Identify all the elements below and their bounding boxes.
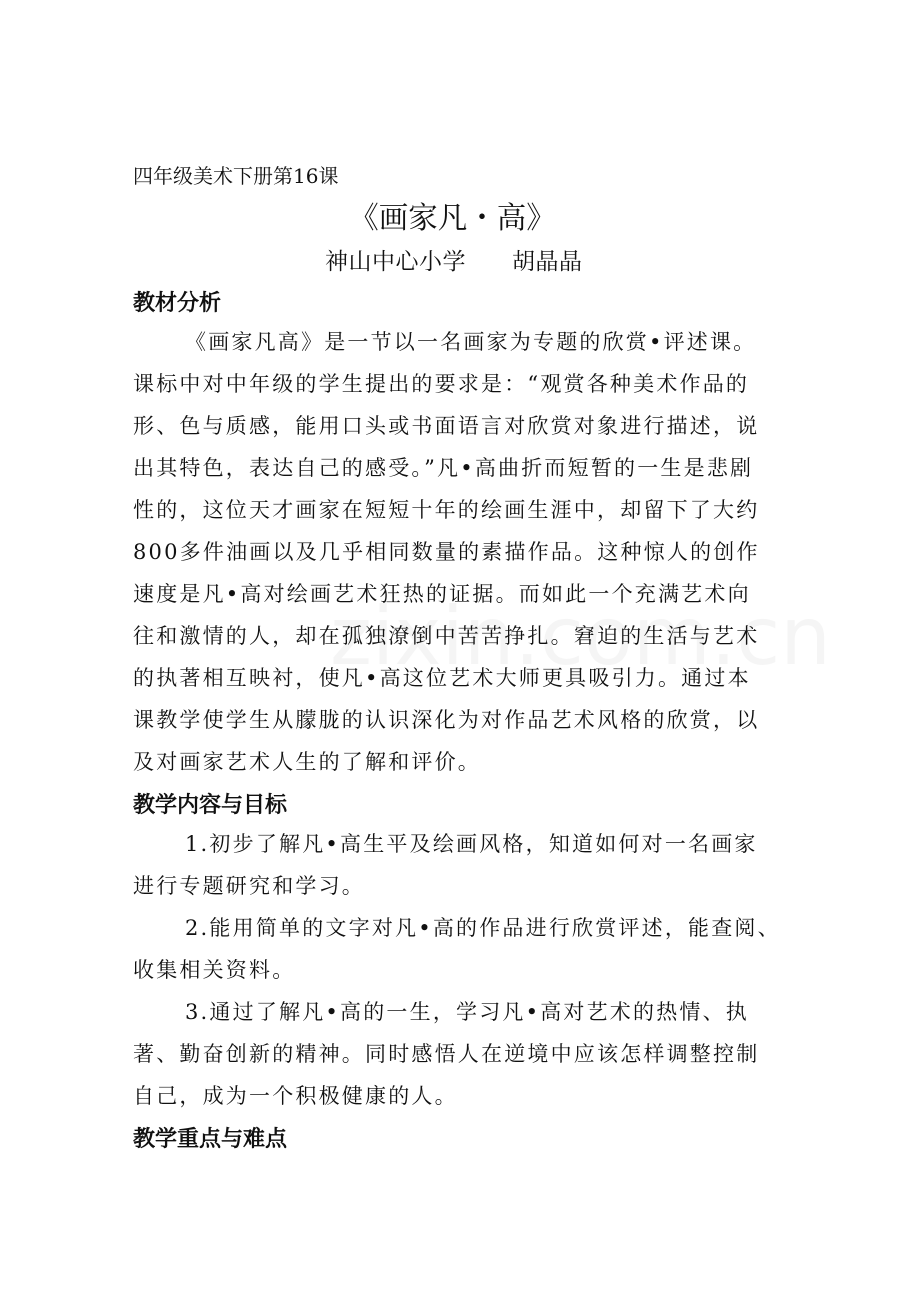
- analysis-line: 《画家凡高》是一节以一名画家为专题的欣赏•评述课。: [185, 330, 757, 354]
- school-name: 神山中心小学: [325, 249, 466, 275]
- analysis-line: 800多件油画以及几乎相同数量的素描作品。这种惊人的创作: [133, 540, 760, 564]
- analysis-line: 往和激情的人，却在孤独潦倒中苦苦挣扎。窘迫的生活与艺术: [133, 624, 760, 648]
- goal-line: 进行专题研究和学习。: [133, 874, 365, 898]
- goal-line: 3.通过了解凡•高的一生，学习凡•高对艺术的热情、执: [185, 1000, 750, 1024]
- analysis-line: 性的，这位天才画家在短短十年的绘画生涯中，却留下了大约: [133, 498, 760, 522]
- analysis-line: 课教学使学生从朦胧的认识深化为对作品艺术风格的欣赏，以: [133, 708, 760, 732]
- analysis-line: 形、色与质感，能用口头或书面语言对欣赏对象进行描述，说: [133, 414, 760, 438]
- section-heading-keypoints: 教学重点与难点: [133, 1127, 288, 1152]
- analysis-line: 及对画家艺术人生的了解和评价。: [133, 750, 481, 774]
- section-heading-analysis: 教材分析: [133, 291, 222, 316]
- analysis-line: 速度是凡•高对绘画艺术狂热的证据。而如此一个充满艺术向: [133, 582, 751, 606]
- lesson-title: 《画家凡・高》: [349, 201, 556, 236]
- goal-line: 收集相关资料。: [133, 958, 296, 982]
- analysis-line: 课标中对中年级的学生提出的要求是：“观赏各种美术作品的: [133, 372, 750, 396]
- goal-line: 著、勤奋创新的精神。同时感悟人在逆境中应该怎样调整控制: [133, 1042, 760, 1066]
- author-line: [325, 243, 583, 276]
- analysis-line: 出其特色，表达自己的感受。”凡•高曲折而短暂的一生是悲剧: [133, 456, 754, 480]
- teacher-name: 胡晶晶: [512, 249, 583, 275]
- goal-line: 自己，成为一个积极健康的人。: [133, 1084, 458, 1108]
- goal-line: 1.初步了解凡•高生平及绘画风格，知道如何对一名画家: [185, 832, 758, 856]
- section-heading-goals: 教学内容与目标: [133, 793, 288, 818]
- analysis-line: 的执著相互映衬，使凡•高这位艺术大师更具吸引力。通过本: [133, 666, 751, 690]
- lesson-subject: 四年级美术下册第16课: [133, 164, 339, 188]
- goal-line: 2.能用简单的文字对凡•高的作品进行欣赏评述，能查阅、: [185, 916, 781, 940]
